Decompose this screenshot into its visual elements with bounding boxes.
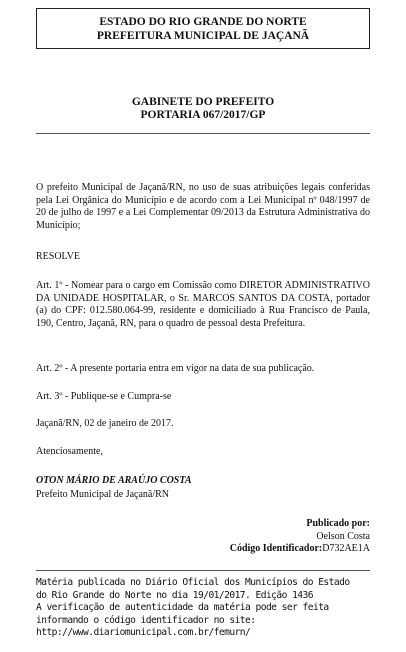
footer-notice [36, 577, 370, 640]
code-label: Código Identificador: [229, 543, 323, 554]
date-line: Jaçanã/RN, 02 de janeiro de 2017. [36, 418, 174, 429]
article-3: Art. 3º - Publique-se e Cumpra-se [36, 391, 172, 402]
title-divider [36, 133, 370, 134]
footer-url: http://www.diariomunicipal.com.br/femurn/ [36, 627, 251, 639]
intro-paragraph: O prefeito Municipal de Jaçanã/RN, no uso de suas atribuições legais conferidas pela Lei Orgânica do Município e de acordo com a Lei Municipal nº 048/1997 de 20 de julho de 1997 e a Lei Complementar 09/2013 da Estrutura Administrativa do Município; [36, 182, 370, 231]
article-1: Art. 1º - Nomear para o cargo em Comissão como DIRETOR ADMINISTRATIVO DA UNIDADE HOSPITALAR, o Sr. MARCOS SANTOS DA COSTA, portador (a) do CPF: 012.580.064-99, residente e domiciliado à Rua Francisco de Paula, 190, Centro, Jaçanã, RN, para o quadro de pessoal desta Prefeitura. [36, 280, 370, 329]
document-header [36, 8, 370, 49]
signer-role: Prefeito Municipal de Jaçanã/RN [36, 489, 170, 500]
title-ordinance-number: PORTARIA 067/2017/GP [140, 109, 266, 121]
signer-name: OTON MÁRIO DE ARAÚJO COSTA [36, 475, 192, 486]
publisher-name: Oelson Costa [316, 530, 370, 542]
resolve-heading: RESOLVE [36, 251, 81, 262]
article-2: Art. 2º - A presente portaria entra em vigor na data de sua publicação. [36, 363, 315, 374]
closing-line: Atenciosamente, [36, 446, 103, 457]
footer-line: Matéria publicada no Diário Oficial dos Municípios do Estado [36, 577, 350, 588]
document-title [36, 96, 370, 122]
footer-line: informando o código identificador no site: [36, 614, 256, 626]
identifier-code: D732AE1A [322, 543, 370, 554]
footer-line: A verificação de autenticidade da matéria pode ser feita [36, 602, 329, 614]
publication-info [230, 518, 370, 556]
header-state: ESTADO DO RIO GRANDE DO NORTE [99, 16, 307, 28]
header-municipality: PREFEITURA MUNICIPAL DE JAÇANÃ [96, 30, 310, 42]
published-by-label: Publicado por: [306, 518, 370, 529]
footer-divider [36, 570, 370, 571]
title-office: GABINETE DO PREFEITO [131, 96, 275, 108]
footer-line: do Rio Grande do Norte no dia 19/01/2017. Edição 1436 [36, 589, 313, 601]
